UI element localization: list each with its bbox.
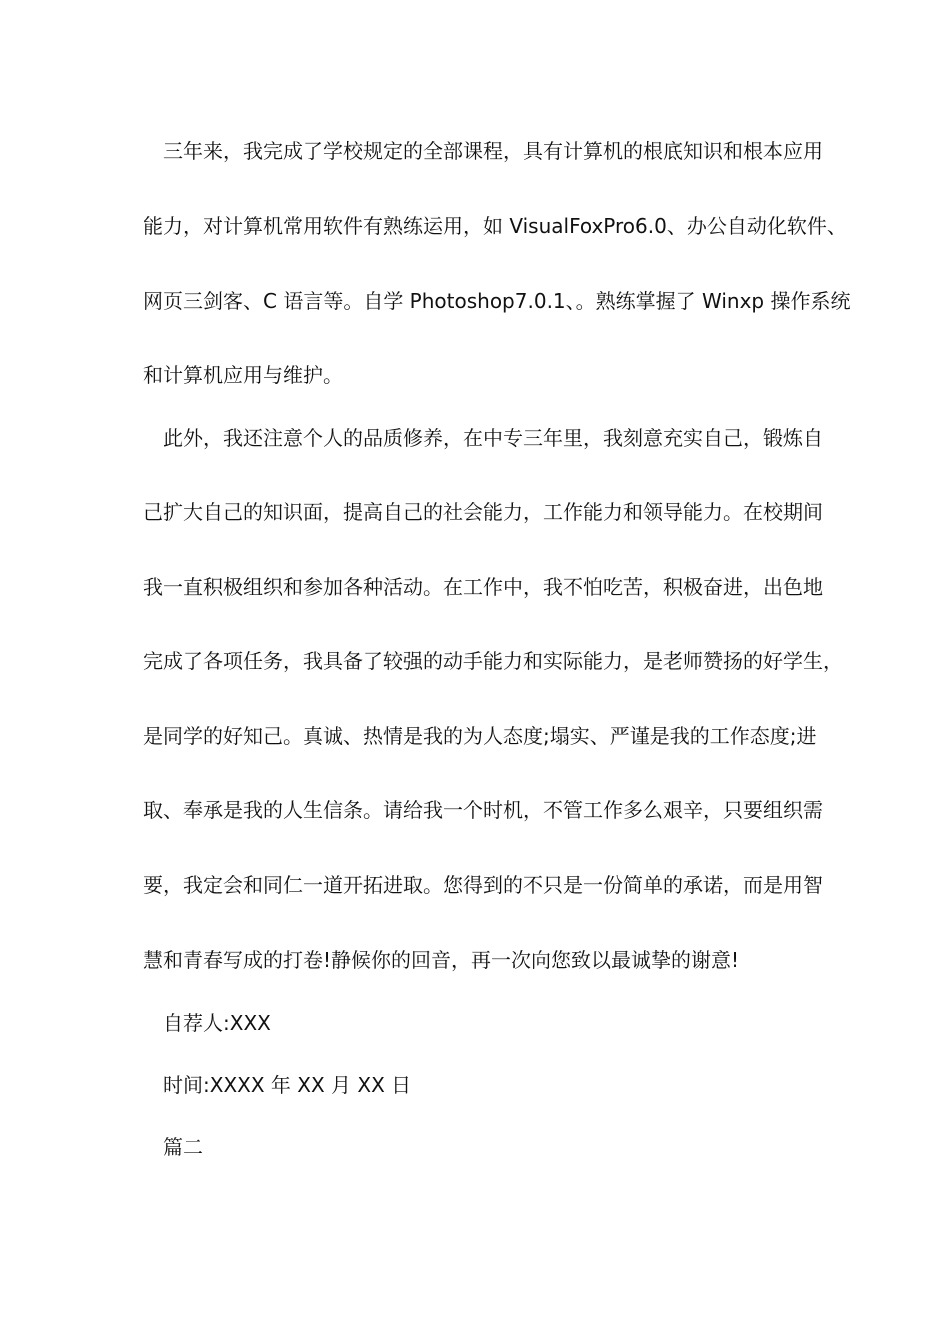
paragraph-1-line-4: 和计算机应用与维护。 [143, 363, 343, 387]
signature: 自荐人:XXX [163, 1011, 271, 1035]
section-heading: 篇二 [163, 1135, 203, 1159]
paragraph-2-line-5: 是同学的好知己。真诚、热情是我的为人态度;塌实、严谨是我的工作态度;进 [143, 724, 817, 748]
paragraph-2-line-1: 此外，我还注意个人的品质修养，在中专三年里，我刻意充实自己，锻炼自 [163, 426, 823, 450]
date: 时间:XXXX 年 XX 月 XX 日 [163, 1073, 412, 1097]
paragraph-2-line-3: 我一直积极组织和参加各种活动。在工作中，我不怕吃苦，积极奋进，出色地 [143, 575, 823, 599]
paragraph-2-line-8: 慧和青春写成的打卷!静候你的回音，再一次向您致以最诚挚的谢意! [143, 948, 740, 972]
paragraph-1-line-3: 网页三剑客、C 语言等。自学 Photoshop7.0.1、。熟练掌握了 Winxp 操作系统 [143, 289, 851, 313]
paragraph-2-line-2: 己扩大自己的知识面，提高自己的社会能力，工作能力和领导能力。在校期间 [143, 500, 823, 524]
paragraph-2-line-7: 要，我定会和同仁一道开拓进取。您得到的不只是一份简单的承诺，而是用智 [143, 873, 823, 897]
paragraph-2-line-4: 完成了各项任务，我具备了较强的动手能力和实际能力，是老师赞扬的好学生， [143, 649, 843, 673]
paragraph-2-line-6: 取、奉承是我的人生信条。请给我一个时机，不管工作多么艰辛，只要组织需 [143, 798, 823, 822]
paragraph-1-line-1: 三年来，我完成了学校规定的全部课程，具有计算机的根底知识和根本应用 [163, 139, 823, 163]
paragraph-1-line-2: 能力，对计算机常用软件有熟练运用，如 VisualFoxPro6.0、办公自动化软件、 [143, 214, 847, 238]
